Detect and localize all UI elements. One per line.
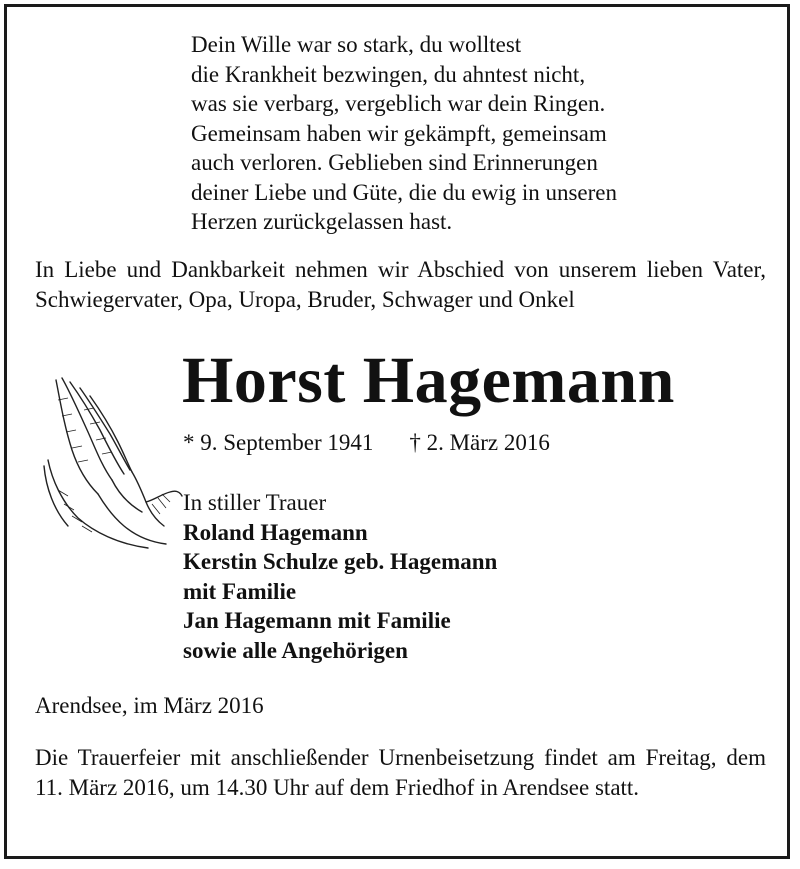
- poem-line: deiner Liebe und Güte, die du ewig in unseren: [191, 179, 618, 205]
- mourners-block: [183, 488, 497, 665]
- poem-line: die Krankheit bezwingen, du ahntest nicht,: [191, 61, 586, 87]
- poem-line: auch verloren. Geblieben sind Erinnerungen: [191, 150, 598, 175]
- mourners-heading: In stiller Trauer: [183, 490, 327, 515]
- poem-line: was sie verbarg, vergeblich war dein Ringen.: [191, 91, 606, 116]
- mourner-line: mit Familie: [183, 578, 297, 604]
- praying-hands-icon: [38, 370, 183, 550]
- farewell-intro: In Liebe und Dankbarkeit nehmen wir Abschied von unserem lieben Vater, Schwiegervater, Opa, Uropa, Bruder, Schwager und Onkel: [35, 257, 766, 312]
- death-date: † 2. März 2016: [409, 430, 550, 455]
- mourner-line: Roland Hagemann: [183, 519, 368, 545]
- deceased-name: Horst Hagemann: [182, 344, 675, 417]
- service-info: Die Trauerfeier mit anschließender Urnenbeisetzung findet am Freitag, dem 11. März 2016, um 14.30 Uhr auf dem Friedhof in Arendsee statt.: [35, 745, 766, 800]
- birth-date: * 9. September 1941: [183, 430, 374, 455]
- mourner-line: Jan Hagemann mit Familie: [183, 608, 451, 633]
- poem-line: Dein Wille war so stark, du wolltest: [191, 32, 522, 57]
- mourner-line: sowie alle Angehörigen: [183, 637, 408, 663]
- life-dates: [183, 428, 550, 458]
- place-date: Arendsee, im März 2016: [35, 693, 264, 718]
- poem: [191, 30, 617, 237]
- mourner-line: Kerstin Schulze geb. Hagemann: [183, 549, 498, 574]
- poem-line: Gemeinsam haben wir gekämpft, gemeinsam: [191, 120, 607, 146]
- poem-line: Herzen zurückgelassen hast.: [191, 209, 453, 234]
